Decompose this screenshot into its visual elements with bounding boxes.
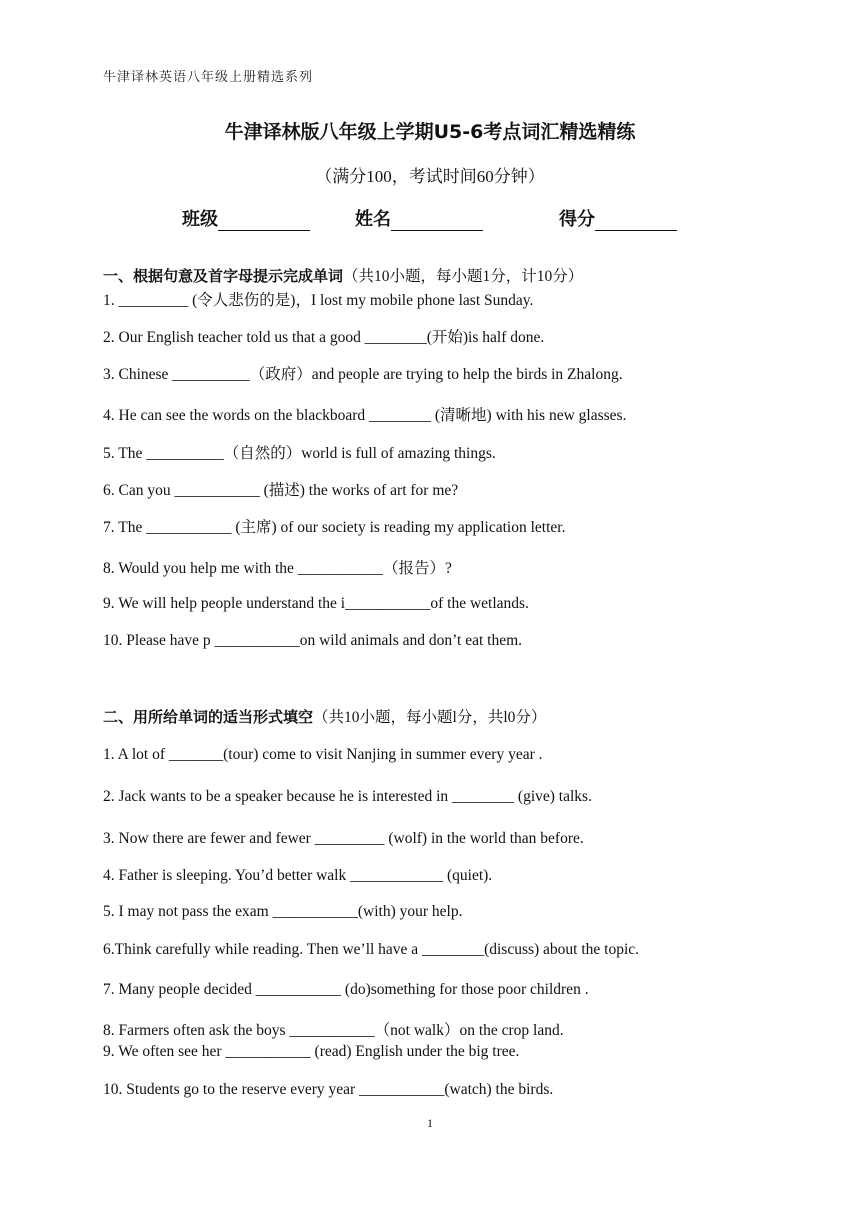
- question-item: 9. We often see her ___________ (read) English under the big tree.: [103, 1043, 520, 1060]
- question-item: 8. Farmers often ask the boys ___________（not walk）on the crop land.: [103, 1022, 564, 1039]
- question-item: 1. A lot of _______(tour) come to visit Nanjing in summer every year .: [103, 746, 543, 763]
- section1-title: 一、根据句意及首字母提示完成单词: [103, 267, 344, 285]
- question-item: 10. Students go to the reserve every year ___________(watch) the birds.: [103, 1081, 554, 1098]
- class-blank[interactable]: [218, 210, 310, 231]
- page-title: 牛津译林版八年级上学期U5-6考点词汇精选精练: [224, 121, 636, 143]
- question-item: 2. Our English teacher told us that a good ________(开始)is half done.: [103, 329, 545, 346]
- section2-title: 二、用所给单词的适当形式填空: [103, 708, 314, 726]
- section1-heading: [103, 264, 583, 286]
- name-label: 姓名: [355, 209, 391, 230]
- question-item: 1. _________ (令人悲伤的是)，I lost my mobile phone last Sunday.: [103, 292, 534, 309]
- section2-heading: [103, 705, 546, 727]
- question-item: 6.Think carefully while reading. Then we’ll have a ________(discuss) about the topic.: [103, 941, 640, 958]
- question-item: 9. We will help people understand the i___________of the wetlands.: [103, 595, 529, 612]
- score-label: 得分: [559, 209, 595, 230]
- class-label: 班级: [182, 209, 218, 230]
- name-field: [355, 205, 483, 231]
- series-header: 牛津译林英语八年级上册精选系列: [103, 70, 314, 85]
- class-field: [182, 205, 310, 231]
- question-item: 7. The ___________ (主席) of our society is reading my application letter.: [103, 519, 566, 536]
- score-blank[interactable]: [595, 210, 677, 231]
- question-item: 10. Please have p ___________on wild animals and don’t eat them.: [103, 632, 522, 649]
- exam-info: （满分100，考试时间60分钟）: [315, 167, 545, 186]
- section2-note: （共10小题，每小题l分，共l0分）: [313, 709, 547, 726]
- question-item: 7. Many people decided ___________ (do)something for those poor children .: [103, 981, 589, 998]
- question-item: 8. Would you help me with the ___________（报告）?: [103, 560, 452, 577]
- question-item: 2. Jack wants to be a speaker because he is interested in ________ (give) talks.: [103, 788, 592, 805]
- question-item: 5. The __________（自然的）world is full of amazing things.: [103, 445, 496, 462]
- question-item: 6. Can you ___________ (描述) the works of art for me?: [103, 482, 459, 499]
- page-number: 1: [427, 1116, 433, 1130]
- question-item: 3. Now there are fewer and fewer _________ (wolf) in the world than before.: [103, 830, 584, 847]
- section1-note: （共10小题，每小题1分，计10分）: [343, 268, 584, 285]
- question-item: 3. Chinese __________（政府）and people are trying to help the birds in Zhalong.: [103, 366, 623, 383]
- question-item: 4. Father is sleeping. You’d better walk ____________ (quiet).: [103, 867, 493, 884]
- name-blank[interactable]: [391, 210, 483, 231]
- question-item: 4. He can see the words on the blackboard ________ (清晰地) with his new glasses.: [103, 407, 627, 424]
- score-field: [559, 205, 677, 231]
- question-item: 5. I may not pass the exam ___________(with) your help.: [103, 903, 463, 920]
